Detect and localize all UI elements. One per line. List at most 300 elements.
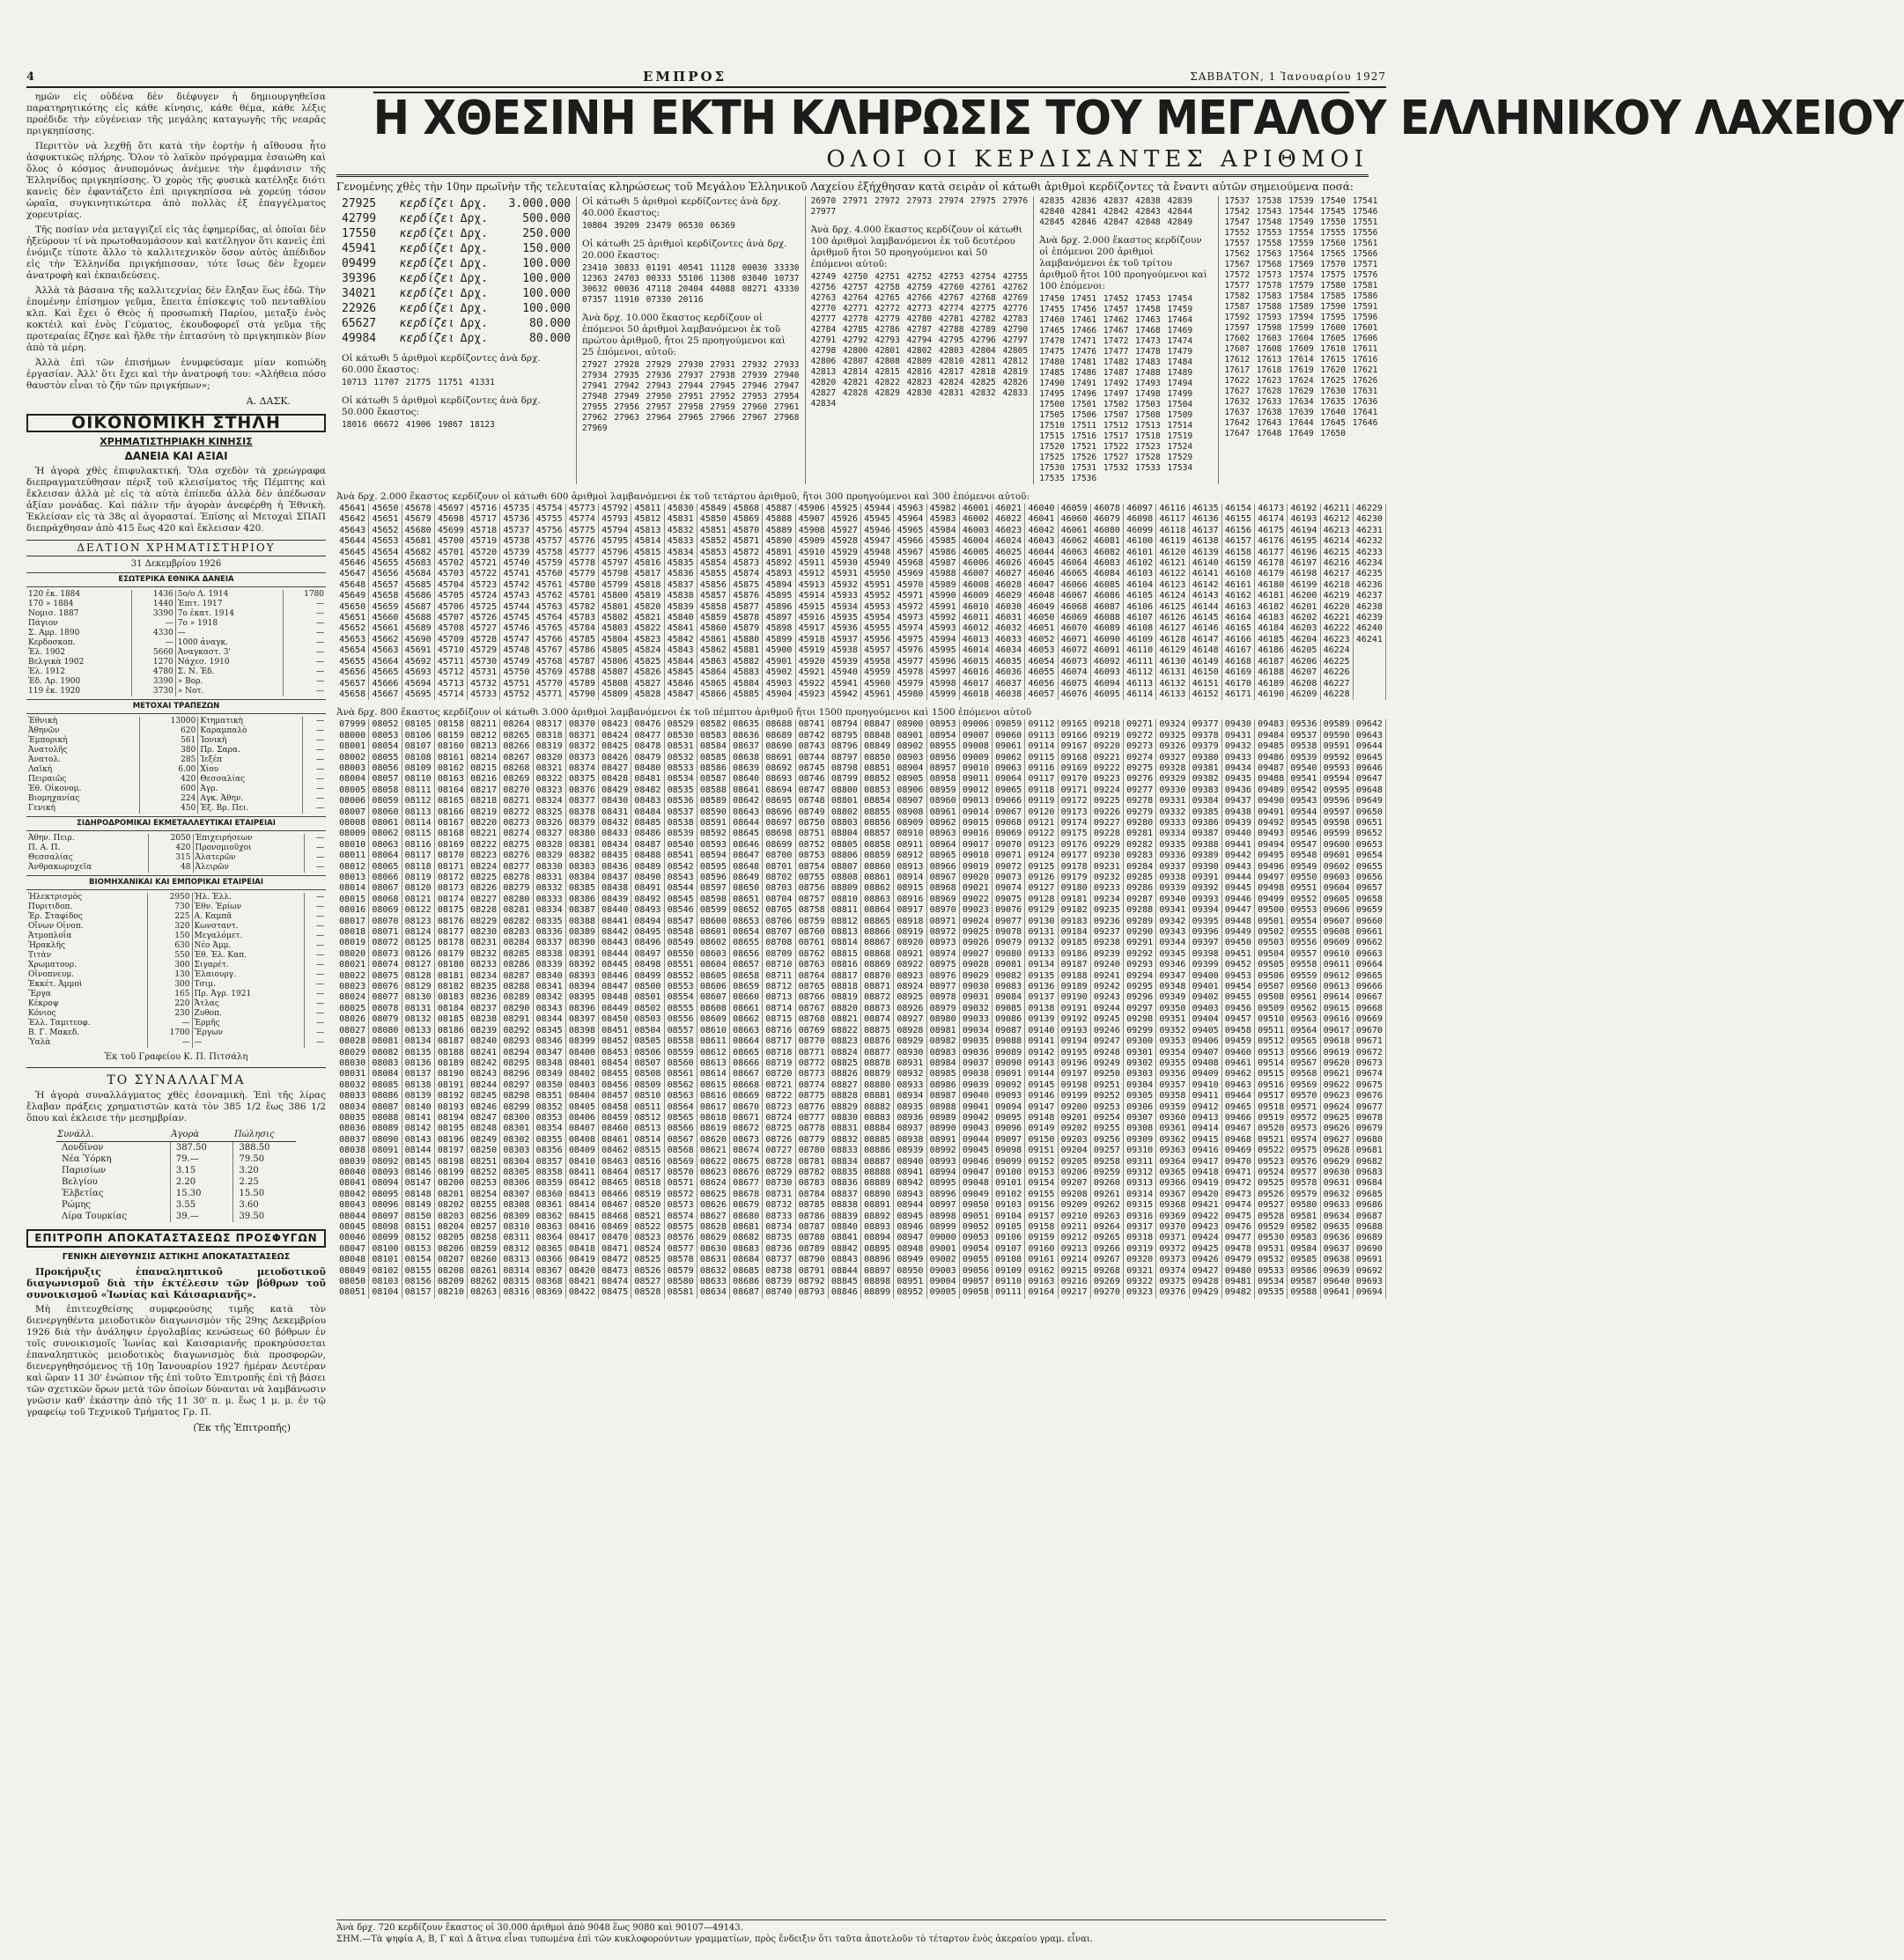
table-cell: Κόνιος [26,1009,147,1019]
winning-number: 09215 [1059,1266,1091,1277]
winning-number: 09444 [1222,873,1255,883]
winning-number: 08682 [730,1233,763,1243]
table-cell: Τιτὰν [26,951,147,961]
winning-number: 09499 [1255,895,1288,905]
winning-number: 09405 [1190,1026,1222,1036]
winning-number: 45827 [631,679,664,689]
winning-number: 09408 [1190,1058,1222,1069]
article-paragraph: Περιττὸν νὰ λεχθῇ ὅτι κατὰ τὴν ἑορτὴν ἡ αἴθουσα ἦτο ἀσφυκτικῶς πλήρης. Ὅλον τὸ λαϊκὸν πρόγραμμα ἐσαιώθη καὶ ὅλος ὁ κόσμος ἀνυπομόνως ἀνέμενε τὴν ἐμφάνισιν τῆς Ἑλληνίδος πριγκηπίσσης. Ὁ χορὸς τῆς φυσικὰ κατέληξε διότι κανεὶς δὲν ἐφαντάζετο ἐπὶ πριγκηπίσσα νὰ χορεύῃ τόσον ὡραῖα, συγκινητικώτερα ἀπὸ πολλὰς ἐξ ἐπαγγέλματος χορευτρίας. [26,141,326,220]
winning-number: 08178 [435,938,468,948]
winning-number: 08553 [665,982,697,992]
winning-number: 08383 [566,862,599,873]
winning-number: 09113 [1025,731,1058,741]
winning-number: 08971 [927,917,960,927]
winning-number: 08113 [402,807,435,818]
winning-number: 09097 [993,1135,1025,1146]
winning-number: 08089 [369,1124,402,1134]
winning-number: 08567 [665,1135,697,1146]
table-row [26,834,326,844]
winning-number: 45864 [697,667,730,678]
winning-number: 08429 [599,785,631,796]
winning-number: 09340 [1156,895,1189,905]
winning-number: 08942 [894,1178,926,1189]
winning-number: 08713 [763,992,795,1003]
winning-number: 09530 [1255,1233,1288,1243]
winning-number: 09121 [1025,818,1058,829]
winning-number: 08864 [861,905,894,916]
winning-number: 08593 [697,840,730,851]
winning-number: 08386 [566,895,599,905]
prize-row [342,316,571,331]
winning-number: 08578 [665,1255,697,1265]
winning-number: 08789 [796,1244,829,1255]
winning-number: 45958 [861,657,894,667]
winning-number: 09629 [1321,1157,1354,1168]
prize-number: 22926 [342,302,377,315]
winning-number: 09551 [1288,883,1320,894]
winning-number: 08318 [534,731,566,741]
winning-number: 46060 [1059,514,1091,525]
winning-number: 09270 [1091,1287,1124,1298]
winning-number: 45733 [468,689,500,700]
winning-number: 08804 [829,829,861,839]
winning-number: 08511 [631,1102,664,1113]
winning-number: 09595 [1321,785,1354,796]
table-cell: — [147,1038,192,1048]
winning-number: 08575 [665,1222,697,1233]
winning-number: 08548 [665,927,697,938]
table-cell: Ἀνθρακωρυχεῖα [26,863,149,873]
winning-number: 09375 [1156,1277,1189,1287]
winning-number: 08316 [500,1287,533,1298]
winning-number: 08431 [599,807,631,818]
prize-amount: 80.000 [529,317,571,330]
winning-number: 09236 [1091,917,1124,927]
winning-number: 08349 [534,1069,566,1079]
winning-number: 09423 [1190,1222,1222,1233]
winning-number: 08866 [861,927,894,938]
winning-number: 09541 [1288,774,1320,785]
winning-number: 08097 [369,1212,402,1222]
table-cell: Ἀγρ. [198,785,302,794]
winning-number: 08615 [697,1080,730,1091]
winning-number: 08890 [861,1190,894,1200]
winning-number: 09183 [1059,917,1091,927]
table-cell: Ἐλλ. Ταμιτεοφ. [26,1019,147,1028]
winning-number: 08412 [566,1178,599,1189]
winning-number: 08803 [829,818,861,829]
winning-number: 08564 [665,1102,697,1113]
winning-number: 09198 [1059,1080,1091,1091]
winning-number: 45930 [829,558,861,569]
winning-number: 09693 [1354,1277,1386,1287]
winning-number: 09008 [960,741,993,752]
winning-number: 46008 [960,580,993,591]
prize-verb: κερδίζει [399,287,455,300]
winning-number: 46084 [1091,569,1124,579]
winning-number: 08216 [468,774,500,785]
winning-number: 09590 [1321,731,1354,741]
winning-number: 09279 [1124,807,1156,818]
table-cell: 15.30 [170,1188,233,1199]
prize-number: 45941 [342,242,377,255]
winning-number: 08959 [927,785,960,796]
winning-number: 09170 [1059,774,1091,785]
winning-number: 45952 [861,591,894,601]
winning-number: 09050 [960,1200,993,1211]
table-cell: — [316,1028,324,1037]
winning-number: 08124 [402,927,435,938]
winning-number: 09070 [993,840,1025,851]
winning-number: 46068 [1059,602,1091,613]
winning-number: 45645 [336,548,369,558]
winning-number: 45661 [369,623,402,634]
winning-number: 09384 [1190,796,1222,807]
winning-number: 09079 [993,938,1025,948]
winning-number: 08374 [566,763,599,774]
winning-number: 09443 [1222,862,1255,873]
winning-number: 09652 [1354,829,1386,839]
winning-number: 08515 [631,1146,664,1156]
winning-number: 09086 [993,1014,1025,1025]
table-cell: 3.55 [170,1199,233,1211]
winning-number: 46075 [1059,679,1091,689]
winning-number: 08502 [631,1004,664,1014]
winning-number: 08267 [500,753,533,763]
winning-number: 45787 [566,657,599,667]
winning-number: 45878 [730,613,763,623]
winning-number: 45900 [763,645,795,656]
winning-number: 09136 [1025,982,1058,992]
winning-number: 08860 [861,862,894,873]
winning-number: 45651 [336,613,369,623]
winning-number: 09471 [1222,1168,1255,1178]
winning-number: 46113 [1124,679,1156,689]
winning-number: 45647 [336,569,369,579]
winning-number: 08034 [336,1102,369,1113]
winning-number: 09534 [1255,1277,1288,1287]
winning-number: 08538 [665,818,697,829]
winning-number: 08687 [730,1287,763,1298]
winning-number: 09224 [1091,785,1124,796]
winning-number: 09138 [1025,1004,1058,1014]
winning-number: 46043 [1025,536,1058,547]
winning-number: 08733 [763,1212,795,1222]
winning-number: 08565 [665,1113,697,1124]
winning-number: 08817 [829,971,861,982]
winning-number: 09683 [1354,1168,1386,1178]
winning-number: 45724 [468,591,500,601]
winning-number: 08985 [927,1069,960,1079]
winning-number: 09220 [1091,741,1124,752]
winning-number: 09421 [1190,1200,1222,1211]
winning-number: 08983 [927,1048,960,1058]
winning-number: 46151 [1190,679,1222,689]
table-row [26,590,326,600]
winning-number: 08114 [402,818,435,829]
winning-number: 09190 [1059,992,1091,1003]
winning-number: 09670 [1354,1026,1386,1036]
winning-number: 09666 [1354,982,1386,992]
winning-number: 09398 [1190,949,1222,960]
winning-number: 09324 [1156,719,1189,730]
table-cell: Θεσσαλίας [26,853,149,863]
winning-number: 08706 [763,917,795,927]
winning-number: 08562 [665,1080,697,1091]
winning-number: 08146 [402,1168,435,1178]
winning-number: 45774 [566,514,599,525]
winning-number: 08143 [402,1135,435,1146]
winning-number: 09103 [993,1200,1025,1211]
winning-number: 09607 [1321,917,1354,927]
winning-number: 08823 [829,1036,861,1047]
winning-number: 08580 [665,1277,697,1287]
winning-number: 08028 [336,1036,369,1047]
table-row [26,775,326,785]
winning-number: 08885 [861,1135,894,1146]
winning-number: 46131 [1156,667,1189,678]
winning-number: 08030 [336,1058,369,1069]
grid-caption: Ἀνὰ δρχ. 800 ἕκαστος κερδίζουν οἱ κάτωθι 3.000 ἀριθμοὶ λαμβανόμενοι ἐκ τοῦ πέμπτου ἀριθμοῦ ἤτοι 1500 προηγούμενοι καὶ 1500 ἑπόμενοι αὐτοῦ [336,707,1032,718]
loans-paragraph: Ἡ ἀγορὰ χθὲς ἐπιφυλακτική. Ὅλα σχεδὸν τὰ χρεώγραφα διεπραγματεύθησαν πέριξ τοῦ κλεισίματος τῆς Πέμπτης καὶ ἔκλεισαν ἀλλὰ μὲ εἰς τὰ αὐτὰ ἐπίπεδα ἀλλὰ δὲν ἀπέδωσαν ἀξίαν μονάδας. Καὶ πάλιν τῆν ἀγορὰν ἀνεφέρθη ἡ Ἐθνικὴ. Ἐκλείσαν εἰς τὰ 38ς αἱ ἀγορασταί. Ἐπίσης αἱ Μετοχαὶ ΣΠΑΠ διεπράχθησαν ἀπὸ 415 ἕως 420 καὶ ἔκλεισαν 420. [26,466,326,534]
winning-number: 45894 [763,580,795,591]
winning-number: 09099 [993,1157,1025,1168]
winning-number: 45801 [599,602,631,613]
prize-caption: Ἀνὰ δρχ. 2.000 ἕκαστος κερδίζουν οἱ ἑπόμενοι 200 ἀριθμοὶ λαμβανόμενοι ἐκ τοῦ τρίτου ἀριθμοῦ ἤτοι 100 προηγούμενοι καὶ 100 ἑπόμενοι: [1039,235,1207,291]
winning-number: 09482 [1222,1287,1255,1298]
winning-number: 08254 [468,1190,500,1200]
winning-number: 08098 [369,1222,402,1233]
winning-number: 46116 [1156,504,1189,514]
winning-number: 08269 [500,774,533,785]
winning-number: 45751 [500,679,533,689]
winning-number: 08889 [861,1178,894,1189]
winning-number: 08560 [665,1058,697,1069]
winning-number: 08622 [697,1157,730,1168]
winning-number: 45844 [665,657,697,667]
winning-number: 08331 [534,873,566,883]
winning-number: 08873 [861,1004,894,1014]
winning-number: 08340 [534,971,566,982]
winning-number: 08013 [336,873,369,883]
table-cell: 380 [139,746,198,755]
winning-number: 08057 [369,774,402,785]
winning-number: 09011 [960,774,993,785]
winning-number: 08112 [402,796,435,807]
winning-number: 09432 [1222,741,1255,752]
winning-number: 08988 [927,1102,960,1113]
winning-number: 08210 [435,1287,468,1298]
winning-number: 45965 [894,526,926,536]
table-cell: — [316,853,324,862]
winning-number: 08196 [435,1135,468,1146]
winning-number: 08238 [468,1014,500,1025]
table-cell: Ἐμπορικὴ [26,736,139,746]
winning-number: 09306 [1124,1102,1156,1113]
winning-number: 08739 [763,1277,795,1287]
winning-number: 08048 [336,1255,369,1265]
winning-number: 09389 [1190,851,1222,861]
table-cell: 13000 [139,717,198,726]
prize-row [342,331,571,346]
winning-number: 08709 [763,949,795,960]
prize-block-2 [577,196,806,484]
winning-number: 08681 [730,1222,763,1233]
winning-number: 08772 [796,1058,829,1069]
winning-number: 45889 [763,526,795,536]
winning-number: 08614 [697,1069,730,1079]
winning-number: 08694 [763,785,795,796]
winning-number: 09663 [1354,949,1386,960]
winning-number: 08423 [599,719,631,730]
winning-number: 08884 [861,1124,894,1134]
winning-number: 09204 [1059,1146,1091,1156]
winning-number: 08453 [599,1048,631,1058]
winning-number: 08006 [336,796,369,807]
winning-number: 08784 [796,1190,829,1200]
winning-number: 08506 [631,1048,664,1058]
winning-number: 46197 [1288,558,1320,569]
winning-number: 08728 [763,1157,795,1168]
prize-numbers: 26970 27971 27972 27973 27974 27975 27976 27977 [810,196,1029,217]
winning-number: 09411 [1190,1091,1222,1102]
winning-number: 09301 [1124,1048,1156,1058]
winning-number: 09179 [1059,873,1091,883]
winning-number: 09626 [1321,1124,1354,1134]
winning-number: 08879 [861,1069,894,1079]
table-row [56,1153,296,1165]
winning-number: 08206 [435,1244,468,1255]
winning-number: 09037 [960,1058,993,1069]
winning-number: 09262 [1091,1200,1124,1211]
table-cell: — [316,746,324,755]
winning-number: 46183 [1255,613,1288,623]
winning-number: 09035 [960,1036,993,1047]
winning-number: 08632 [697,1266,730,1277]
winning-number: 09580 [1288,1200,1320,1211]
winning-number: 09397 [1190,938,1222,948]
winning-number: 09205 [1059,1157,1091,1168]
prize-verb: κερδίζει [399,212,455,225]
winning-number: 46174 [1255,514,1288,525]
winning-number: 46089 [1091,623,1124,634]
winning-number: 08635 [730,719,763,730]
winning-number: 08595 [697,862,730,873]
winning-number: 09065 [993,785,1025,796]
bank-shares-table [26,717,326,814]
winning-number: 08939 [894,1146,926,1156]
winning-number: 09266 [1091,1244,1124,1255]
winning-number: 08099 [369,1233,402,1243]
winning-number: 09535 [1255,1287,1288,1298]
winning-number: 09412 [1190,1102,1222,1113]
winning-number: 08126 [402,949,435,960]
winning-number: 08281 [500,905,533,916]
winning-number: 46189 [1255,679,1288,689]
winning-number: 08904 [894,763,926,774]
winning-number: 45857 [697,591,730,601]
winning-number: 08778 [796,1124,829,1134]
winning-number: 08692 [763,763,795,774]
winning-number: 08450 [599,1014,631,1025]
winning-number: 08798 [829,763,861,774]
table-cell: 230 [147,1009,192,1019]
winning-number: 45839 [665,602,697,613]
winning-number: 09379 [1190,741,1222,752]
table-cell: Ἐθνικὴ [26,717,139,726]
winning-number: 09493 [1255,829,1288,839]
winning-number: 08953 [927,719,960,730]
prize-caption: Οἱ κάτωθι 5 ἀριθμοὶ κερδίζοντες ἀνὰ δρχ. 60.000 ἕκαστος: [342,353,541,375]
winning-number: 09155 [1025,1190,1058,1200]
table-cell: 79.50 [239,1154,265,1164]
winning-number: 08881 [861,1091,894,1102]
winning-number: 45803 [599,623,631,634]
winning-number: 09284 [1124,862,1156,873]
winning-number: 08701 [763,862,795,873]
winning-number: 08539 [665,829,697,839]
winning-number: 09459 [1222,1036,1255,1047]
winning-number: 09353 [1156,1036,1189,1047]
winning-number: 46149 [1190,657,1222,667]
winning-number: 08271 [500,796,533,807]
table-cell: — [316,638,324,647]
winning-number: 08670 [730,1102,763,1113]
winning-number: 08943 [894,1190,926,1200]
winning-number: 45730 [468,657,500,667]
winning-number: 45666 [369,679,402,689]
table-cell: Ἡρακλῆς [26,941,147,951]
winning-number: 08398 [566,1026,599,1036]
winning-number: 08247 [468,1113,500,1124]
winning-number: 46224 [1321,645,1354,656]
winning-number: 08637 [730,741,763,752]
winning-number: 08695 [763,796,795,807]
winning-number: 09585 [1288,1255,1320,1265]
winning-number: 08432 [599,818,631,829]
winning-number: 46114 [1124,689,1156,700]
prize-numbers: 10804 39209 23479 06530 06369 [582,221,735,231]
winning-number: 09148 [1025,1113,1058,1124]
winning-number: 45760 [534,569,566,579]
winning-number: 45819 [631,591,664,601]
winning-number: 46126 [1156,613,1189,623]
winning-number: 08770 [796,1036,829,1047]
winning-number: 09335 [1156,840,1189,851]
winning-number: 45795 [599,536,631,547]
winning-number: 08609 [697,1014,730,1025]
winning-number: 09431 [1222,731,1255,741]
winning-number: 09058 [960,1287,993,1298]
winning-number: 08657 [730,960,763,970]
winning-number: 09152 [1025,1157,1058,1168]
winning-number: 09223 [1091,774,1124,785]
table-cell: Θεσσαλίας [198,775,302,785]
table-cell: Πρ. Σαρα. [198,746,302,755]
table-cell: Κέκροψ [26,999,147,1009]
winning-number: 08174 [435,895,468,905]
winning-number: 08962 [927,818,960,829]
winning-number: 46139 [1190,548,1222,558]
winning-number: 09278 [1124,796,1156,807]
winning-number: 09515 [1255,1069,1288,1079]
winning-number: 08108 [402,753,435,763]
table-cell: 630 [147,941,192,951]
winning-number: 08510 [631,1091,664,1102]
winning-number: 45831 [665,514,697,525]
winning-number: 08492 [631,895,664,905]
winning-number: 46123 [1156,580,1189,591]
